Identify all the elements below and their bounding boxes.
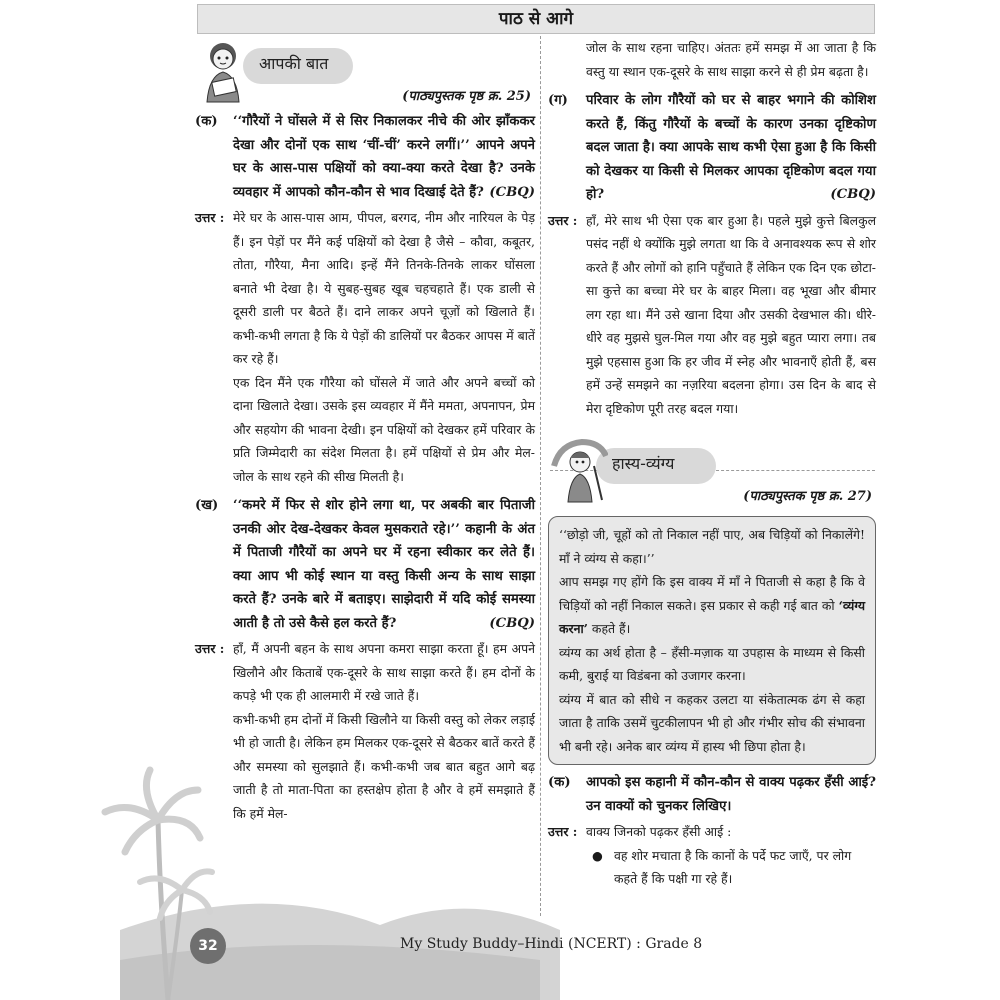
page-number: 32	[190, 928, 226, 964]
footer-book-title: My Study Buddy–Hindi (NCERT) : Grade 8	[400, 936, 703, 952]
answer-ka	[195, 206, 535, 488]
question-ka	[195, 110, 535, 204]
textbook-page-ref: (पाठ्यपुस्तक पृष्ठ क्र. 25)	[402, 89, 531, 104]
question-text: परिवार के लोग गौरैयों को घर से बाहर भगाने की कोशिश करते हैं, किंतु गौरैयों के बच्चों के कारण उनका दृष्टिकोण बदल जाता है। क्या आपके साथ कभी ऐसा हुआ है कि किसी को देखकर या किसी से मिलकर आपका दृष्टिकोण बदल गया हो?	[586, 93, 876, 202]
answer-paragraph: मेरे घर के आस-पास आम, पीपल, बरगद, नीम और नारियल के पेड़ हैं। इन पेड़ों पर मैंने कई पक्षियों को देखा है जैसे – कौवा, कबूतर, तोता, गौरैया, मैना आदि। इन्हें मैंने तिनके-तिनके लाकर घोंसला बनाते भी देखा है। ये सुबह-सुबह खूब चहचहाते हैं। एक डाली से दूसरी डाली पर बैठते हैं। दाने लाकर अपने चूज़ों को खिलाते हैं। कभी-कभी लगता है कि ये पेड़ों की डालियों पर बैठकर आपस में बातें कर रहे हैं।	[233, 210, 535, 366]
answer-marker: उत्तर :	[548, 824, 578, 839]
textbook-page-ref: (पाठ्यपुस्तक पृष्ठ क्र. 27)	[743, 489, 872, 504]
girl-reading-icon	[197, 36, 255, 104]
question-text: ‘‘कमरे में फिर से शोर होने लगा था, पर अबकी बार पिताजी उनकी ओर देख-देखकर केवल मुसकराते रहे।’’ कहानी के अंत में पिताजी गौरैयों का अपने घर में रहना स्वीकार कर लेते हैं। क्या आप भी कोई स्थान या वस्तु किसी अन्य के साथ साझा करते हैं? उनके बारे में बताइए। साझेदारी में यदि कोई समस्या आती है तो उसे कैसे हल करते हैं?	[233, 498, 535, 631]
answer-paragraph: हाँ, मेरे साथ भी ऐसा एक बार हुआ है। पहले मुझे कुत्ते बिलकुल पसंद नहीं थे क्योंकि मुझे लगता था कि वे अनावश्यक रूप से शोर करते हैं और लोगों को हानि पहुँचाते हैं लेकिन एक दिन एक छोटा-सा कुत्ते का बच्चा मेरे घर के बाहर मिला। वह भूखा और बीमार लग रहा था। मैंने उसे खाना दिया और उसकी देखभाल की। धीरे-धीरे वह मुझसे घुल-मिल गया और वह मुझे बहुत प्यारा लगा। तब मुझे एहसास हुआ कि हर जीव में स्नेह और भावनाएँ होती हैं, बस हमें उन्हें समझने का नज़रिया बदलना होगा। उस दिन के बाद से मेरा दृष्टिकोण पूरी तरह बदल गया।	[586, 212, 876, 416]
box-paragraph: व्यंग्य में बात को सीधे न कहकर उलटा या संकेतात्मक ढंग से कहा जाता है ताकि उसमें चुटकीलापन भी हो और गंभीर सोच की संभावना भी बनी रहे। अनेक बार व्यंग्य में हास्य भी छिपा होता है।	[559, 691, 865, 754]
girl-painting-icon	[550, 436, 608, 504]
hasya-vyangya-heading	[548, 436, 876, 510]
answer-paragraph: हाँ, मैं अपनी बहन के साथ अपना कमरा साझा करता हूँ। हम अपने खिलौने और किताबें एक-दूसरे के साथ साझा करते हैं। हम दोनों के कपड़े भी एक ही आलमारी में रखे जाते हैं।	[233, 641, 535, 703]
answer-paragraph: जोल के साथ रहना चाहिए। अंततः हमें समझ में आ जाता है कि वस्तु या स्थान एक-दूसरे के साथ साझा करने से ही प्रेम बढ़ता है।	[586, 40, 876, 79]
box-text: कहते हैं।	[587, 621, 631, 636]
question-marker: (क)	[195, 114, 218, 129]
section-title: हास्य-व्यंग्य	[612, 454, 675, 473]
page-header: पाठ से आगे	[197, 4, 875, 34]
box-paragraph	[559, 570, 865, 641]
answer-ka-2	[548, 820, 876, 844]
answer-intro: वाक्य जिनको पढ़कर हँसी आई :	[586, 824, 732, 839]
cbq-tag: (CBQ)	[489, 615, 535, 631]
answer-paragraph: कभी-कभी हम दोनों में किसी खिलौने या किसी वस्तु को लेकर लड़ाई भी हो जाती है। लेकिन हम मिलकर एक-दूसरे से बैठकर बातें करते हैं और समस्या को सुलझाते हैं। कभी-कभी जब बात बहुत आगे बढ़ जाती है तो माता-पिता का हस्तक्षेप होता है और वे हमें समझाते हैं कि हमें मेल-	[233, 711, 535, 821]
right-column	[548, 36, 876, 916]
list-item-text: वह शोर मचाता है कि कानों के पर्दे फट जाएँ, पर लोग कहते हैं कि पक्षी गा रहे हैं।	[614, 847, 852, 886]
cbq-tag: (CBQ)	[830, 187, 876, 202]
question-marker: (ग)	[548, 93, 568, 108]
list-item	[586, 844, 876, 890]
vyangya-info-box	[548, 516, 876, 765]
box-paragraph: व्यंग्य का अर्थ होता है – हँसी-मज़ाक या उपहास के माध्यम से किसी कमी, बुराई या विडंबना को उजागर करना।	[559, 644, 865, 683]
column-divider	[540, 36, 541, 916]
box-highlight: ‘व्यंग्य करना’	[559, 597, 865, 636]
aapki-baat-heading	[195, 36, 535, 110]
section-title: आपकी बात	[259, 54, 329, 73]
answer-kha	[195, 637, 535, 825]
question-text: ‘‘गौरैयों ने घोंसले में से सिर निकालकर नीचे की ओर झाँककर देखा और दोनों एक साथ ‘चीं-चीं’ करने लगीं।’’ आपने अपने घर के आस-पास पक्षियों को क्या-क्या करते देखा है? उनके व्यवहार में आपको कौन-कौन से भाव दिखाई देते हैं?	[233, 114, 535, 200]
answer-continuation	[548, 36, 876, 83]
answer-marker: उत्तर :	[548, 212, 578, 228]
question-kha	[195, 494, 535, 635]
box-paragraph: ‘‘छोड़ो जी, चूहों को तो निकाल नहीं पाए, अब चिड़ियों को निकालेंगे! माँ ने व्यंग्य से कहा।’’	[559, 527, 865, 566]
box-text: आप समझ गए होंगे कि इस वाक्य में माँ ने पिताजी से कहा है कि वे चिड़ियों को नहीं निकाल सकते। इस प्रकार से कही गई बात को	[559, 574, 865, 613]
answer-marker: उत्तर :	[195, 210, 225, 225]
question-marker: (क)	[548, 775, 571, 790]
bullet-icon: ●	[592, 847, 603, 863]
question-marker: (ख)	[195, 498, 219, 513]
answer-ga	[548, 209, 876, 421]
answer-paragraph: एक दिन मैंने एक गौरैया को घोंसले में जाते और अपने बच्चों को दाना खिलाते देखा। उसके इस व्यवहार में मैंने ममता, अपनापन, प्रेम और सहयोग की भावना देखी। इन पक्षियों को देखकर हमें परिवार के प्रति जिम्मेदारी का संदेश मिलता है। हमें पक्षियों से प्रेम और मेल-जोल के साथ रहने की सीख मिलती है।	[233, 374, 535, 484]
question-ka-2	[548, 771, 876, 818]
left-column	[195, 36, 535, 916]
question-ga	[548, 89, 876, 207]
answer-marker: उत्तर :	[195, 641, 225, 656]
cbq-tag: (CBQ)	[489, 184, 535, 200]
question-text: आपको इस कहानी में कौन-कौन से वाक्य पढ़कर हँसी आई? उन वाक्यों को चुनकर लिखिए।	[586, 775, 876, 814]
